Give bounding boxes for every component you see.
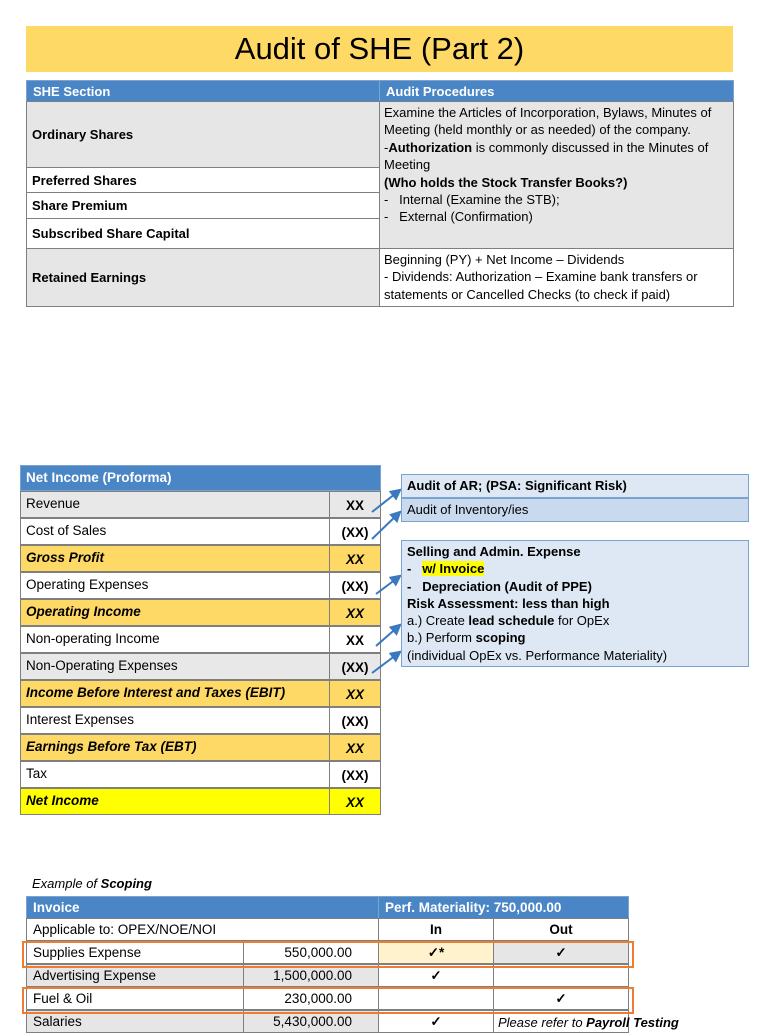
ni-row-value: (XX) (329, 572, 381, 599)
callout-line: - w/ Invoice (407, 561, 485, 577)
she-section-header: SHE Section (26, 80, 380, 102)
highlight-fuel (22, 987, 634, 1014)
scoping-row-in: ✓ (378, 1010, 494, 1033)
callout-line: Selling and Admin. Expense (407, 544, 581, 559)
callout-line: Risk Assessment: less than high (407, 595, 610, 611)
scoping-col-out: Out (493, 918, 629, 941)
scoping-row-name: Advertising Expense (26, 964, 244, 987)
scoping-col-in: In (378, 918, 494, 941)
scoping-row-name: Supplies Expense (26, 941, 244, 964)
ni-row-label: Operating Expenses (20, 572, 330, 599)
arrow-non-operating-expenses (372, 652, 400, 673)
section-subscribed-share-capital: Subscribed Share Capital (26, 218, 380, 249)
ni-row-value: XX (329, 626, 381, 653)
arrow-non-operating-income (376, 625, 400, 646)
payroll-note: Please refer to Payroll Testing (498, 1015, 679, 1030)
callout-line: b.) Perform scoping (407, 630, 526, 646)
net-income-header: Net Income (Proforma) (20, 465, 381, 491)
ni-row-label: Non-Operating Expenses (20, 653, 330, 680)
arrow-operating-expenses (376, 576, 400, 594)
scoping-row-amount: 1,500,000.00 (243, 964, 379, 987)
procedure-text: Examine the Articles of Incorporation, Bylaws, Minutes of Meeting (held monthly or as needed) of the company. (384, 105, 712, 138)
ni-row-label: Tax (20, 761, 330, 788)
ni-row-value: XX (329, 734, 381, 761)
scoping-row-name: Fuel & Oil (26, 987, 244, 1010)
procedure-text: - Internal (Examine the STB); (384, 192, 560, 208)
scoping-row-out: ✓ (493, 987, 629, 1010)
procedure-text: (Who holds the Stock Transfer Books?) (384, 174, 628, 190)
ni-row-label: Cost of Sales (20, 518, 330, 545)
callout-line: (individual OpEx vs. Performance Materiality) (407, 647, 668, 663)
scoping-caption: Example of Scoping (32, 876, 152, 891)
ni-row-value: XX (329, 680, 381, 707)
scoping-row-amount: 5,430,000.00 (243, 1010, 379, 1033)
callout-line: - Depreciation (Audit of PPE) (407, 578, 592, 594)
ni-row-label: Revenue (20, 491, 330, 518)
scoping-row-in: ✓* (378, 941, 494, 964)
arrow-revenue (372, 490, 400, 512)
section-retained-earnings: Retained Earnings (26, 248, 380, 307)
ni-row-label: Non-operating Income (20, 626, 330, 653)
callout-audit-inventory: Audit of Inventory/ies (401, 498, 749, 522)
scoping-row-amount: 550,000.00 (243, 941, 379, 964)
ni-row-label: Income Before Interest and Taxes (EBIT) (20, 680, 330, 707)
scoping-applicable: Applicable to: OPEX/NOE/NOI (26, 918, 379, 941)
ni-row-label: Net Income (20, 788, 330, 815)
section-share-premium: Share Premium (26, 192, 380, 219)
procedure-text: -Authorization is commonly discussed in the Minutes of Meeting (384, 139, 709, 173)
ni-row-value: (XX) (329, 518, 381, 545)
section-preferred-shares: Preferred Shares (26, 167, 380, 193)
ni-row-label: Gross Profit (20, 545, 330, 572)
highlight-supplies (22, 941, 634, 968)
title-text: Audit of SHE (Part 2) (234, 31, 525, 66)
ni-row-value: (XX) (329, 761, 381, 788)
scoping-row-in: ✓ (378, 964, 494, 987)
scoping-row-out: ✓ (493, 941, 629, 964)
scoping-header-materiality: Perf. Materiality: 750,000.00 (378, 896, 629, 919)
procedure-text: Beginning (PY) + Net Income – Dividends (384, 252, 625, 267)
procedure-text: - External (Confirmation) (384, 209, 533, 225)
ni-row-value: XX (329, 491, 381, 518)
callout-audit-ar: Audit of AR; (PSA: Significant Risk) (401, 474, 749, 498)
arrow-cost-of-sales (372, 512, 400, 539)
ni-row-label: Operating Income (20, 599, 330, 626)
ni-row-value: XX (329, 545, 381, 572)
callout-selling-admin (401, 540, 749, 667)
ni-row-value: (XX) (329, 707, 381, 734)
ni-row-value: XX (329, 788, 381, 815)
scoping-header-invoice: Invoice (26, 896, 379, 919)
ni-row-label: Interest Expenses (20, 707, 330, 734)
scoping-row-amount: 230,000.00 (243, 987, 379, 1010)
ni-row-value: XX (329, 599, 381, 626)
audit-procedures-header: Audit Procedures (379, 80, 734, 102)
scoping-row-name: Salaries (26, 1010, 244, 1033)
ni-row-value: (XX) (329, 653, 381, 680)
section-ordinary-shares: Ordinary Shares (26, 101, 380, 168)
procedure-text: - Dividends: Authorization – Examine bank transfers or statements or Cancelled Checks (to check if paid) (384, 269, 698, 302)
callout-line: a.) Create lead schedule for OpEx (407, 613, 610, 629)
ni-row-label: Earnings Before Tax (EBT) (20, 734, 330, 761)
